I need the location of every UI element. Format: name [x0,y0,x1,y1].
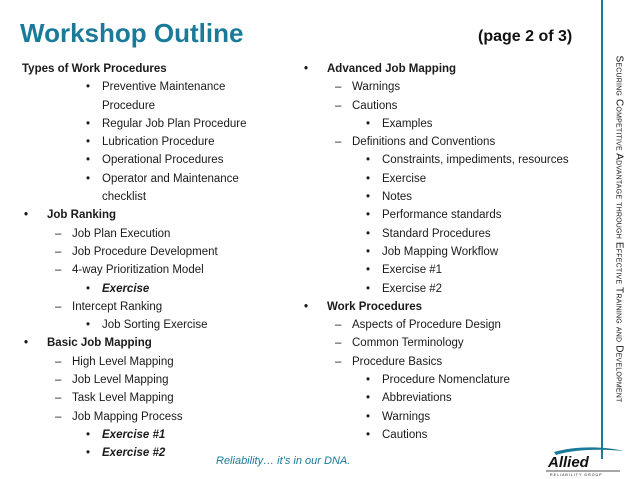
list-item: • Exercise #1 [22,426,292,444]
svg-text:RELIABILITY GROUP: RELIABILITY GROUP [550,473,603,477]
dash-icon: – [55,410,62,423]
bullet-icon: • [86,282,91,295]
side-banner-text: Securing Competitive Advantage through Effective Training and Development [613,55,625,403]
bullet-icon: • [86,81,91,94]
dash-icon: – [335,337,342,350]
list-item: – Intercept Ranking [22,298,292,316]
list-item: • Job Sorting Exercise [22,316,292,334]
list-item: • Lubrication Procedure [22,133,292,151]
bullet-icon: • [366,191,371,204]
dash-icon: – [55,264,62,277]
dash-icon: – [335,136,342,149]
list-item: – High Level Mapping [22,353,292,371]
list-item: • Performance standards [302,206,598,224]
list-item: – Job Procedure Development [22,243,292,261]
dash-icon: – [55,245,62,258]
bullet-icon: • [366,428,371,441]
list-item: • Abbreviations [302,389,598,407]
bullet-icon: • [366,392,371,405]
dash-icon: – [55,227,62,240]
dash-icon: – [55,300,62,313]
list-item: • Exercise #1 [302,261,598,279]
list-item: – Common Terminology [302,334,598,352]
list-item: • Exercise #2 [22,444,292,462]
list-item: • Exercise #2 [302,280,598,298]
section-heading: • Job Ranking [22,206,292,224]
bullet-icon: • [366,410,371,423]
dash-icon: – [335,355,342,368]
dash-icon: – [55,392,62,405]
list-item: • Examples [302,115,598,133]
dash-icon: – [55,355,62,368]
list-item: – Cautions [302,97,598,115]
bullet-icon: • [86,117,91,130]
footer-tagline: Reliability… it’s in our DNA. [216,455,351,467]
section-heading: • Advanced Job Mapping [302,60,598,78]
bullet-icon: • [366,374,371,387]
bullet-icon: • [366,117,371,130]
svg-text:Allied: Allied [548,454,589,471]
list-item: • Constraints, impediments, resources [302,151,598,169]
bullet-icon: • [86,154,91,167]
bullet-icon: • [366,172,371,185]
bullet-icon: • [366,209,371,222]
section-heading: Types of Work Procedures [22,63,167,75]
list-item: – Task Level Mapping [22,389,292,407]
bullet-icon: • [86,172,91,185]
allied-logo-icon [540,447,630,477]
list-item: – Job Level Mapping [22,371,292,389]
dash-icon: – [335,81,342,94]
bullet-icon: • [24,209,29,222]
list-item: • Regular Job Plan Procedure [22,115,292,133]
list-item: – 4-way Prioritization Model [22,261,292,279]
list-item: • Job Mapping Workflow [302,243,598,261]
page-title: Workshop Outline [20,18,244,48]
dash-icon: – [335,319,342,332]
section-heading: • Basic Job Mapping [22,334,292,352]
list-item: • Procedure Nomenclature [302,371,598,389]
list-item: • Preventive Maintenance Procedure [22,78,274,115]
bullet-icon: • [86,136,91,149]
list-item: – Warnings [302,78,598,96]
bullet-icon: • [304,300,309,313]
bullet-icon: • [86,319,91,332]
list-item: • Cautions [302,426,598,444]
bullet-icon: • [366,264,371,277]
bullet-icon: • [366,245,371,258]
bullet-icon: • [366,227,371,240]
list-item: – Procedure Basics [302,353,598,371]
right-column [302,60,598,444]
bullet-icon: • [366,154,371,167]
dash-icon: – [335,99,342,112]
bullet-icon: • [304,63,309,75]
list-item: • Warnings [302,408,598,426]
bullet-icon: • [86,428,91,441]
left-column [22,60,292,463]
page-number-note: (page 2 of 3) [478,28,573,45]
list-item: – Job Plan Execution [22,225,292,243]
list-item: • Operational Procedures [22,151,292,169]
bullet-icon: • [86,447,91,460]
section-heading: • Work Procedures [302,298,598,316]
list-item: • Operator and Maintenance checklist [22,170,282,207]
list-item: • Exercise [302,170,598,188]
list-item: • Exercise [22,280,292,298]
list-item: • Notes [302,188,598,206]
list-item: – Aspects of Procedure Design [302,316,598,334]
dash-icon: – [55,374,62,387]
list-item: • Standard Procedures [302,225,598,243]
bullet-icon: • [24,337,29,350]
list-item: – Definitions and Conventions [302,133,598,151]
bullet-icon: • [366,282,371,295]
list-item: – Job Mapping Process [22,408,292,426]
